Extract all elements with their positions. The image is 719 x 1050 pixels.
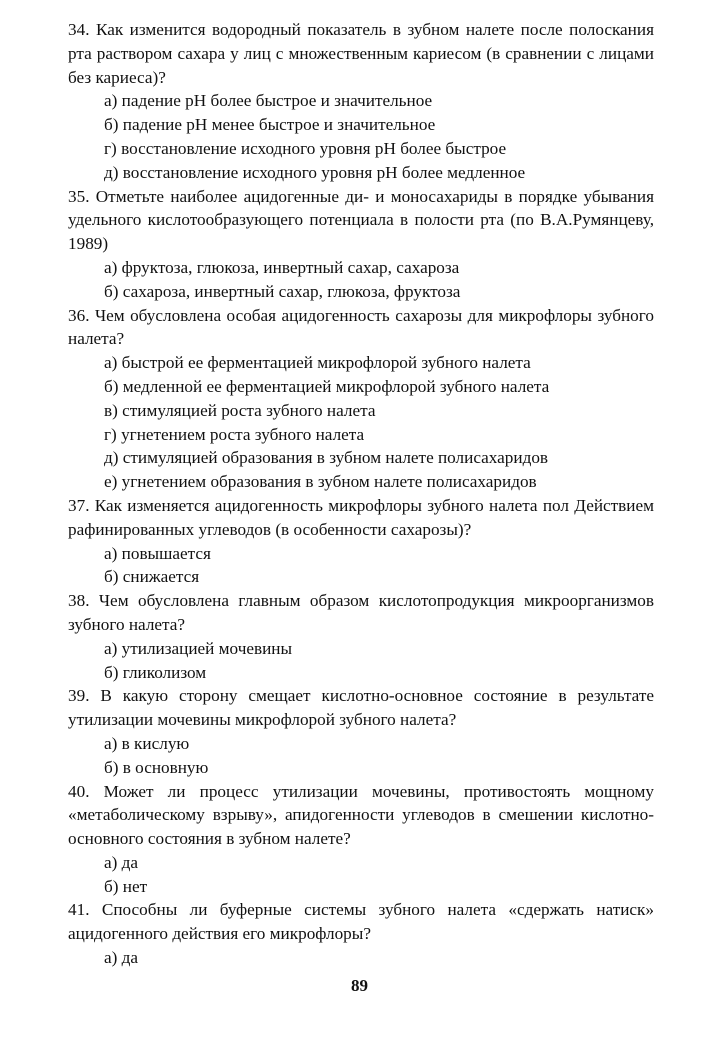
question-text: 41. Способны ли буферные системы зубного налета «сдержать натиск» ацидогенного действия его микрофлоры? [68, 900, 654, 944]
answer-options [68, 351, 654, 494]
question-text: 37. Как изменяется ацидогенность микрофлоры зубного налета пол Действием рафинированных углеводов (в особенности сахарозы)? [68, 495, 654, 539]
question-text: 35. Отметьте наиболее ацидогенные ди- и моносахариды в порядке убывания удельного кислотообразующего потенциала в полости рта (по В.А.Румянцеву, 1989) [68, 186, 654, 254]
answer-option: б) снижается [104, 567, 200, 587]
answer-options [68, 637, 654, 685]
answer-option: а) повышается [104, 543, 211, 563]
answer-option: д) стимуляцией образования в зубном налете полисахаридов [104, 448, 549, 468]
answer-option: а) фруктоза, глюкоза, инвертный сахар, сахароза [104, 257, 460, 277]
question-text: 36. Чем обусловлена особая ацидогенность сахарозы для микрофлоры зубного налета? [68, 305, 654, 349]
question-41 [68, 898, 654, 969]
answer-option: г) восстановление исходного уровня pH более быстрое [104, 138, 507, 158]
answer-option: г) угнетением роста зубного налета [104, 424, 365, 444]
question-text: 40. Может ли процесс утилизации мочевины, противостоять мощному «метаболическому взрыву», апидогенности углеводов в смешении кислотно-основного состояния в зубном налете? [68, 781, 654, 849]
answer-option: в) стимуляцией роста зубного налета [104, 400, 376, 420]
answer-options [68, 946, 654, 970]
page-number: 89 [351, 976, 368, 995]
question-text: 38. Чем обусловлена главным образом кислотопродукция микроорганизмов зубного налета? [68, 591, 654, 634]
answer-options [68, 851, 654, 899]
question-34 [68, 18, 654, 185]
answer-option: б) падение pH менее быстрое и значительное [104, 115, 436, 135]
answer-options [68, 256, 654, 304]
question-38 [68, 589, 654, 684]
answer-option: б) гликолизом [104, 662, 207, 682]
answer-options [68, 732, 654, 780]
question-36 [68, 304, 654, 494]
question-text: 39. В какую сторону смещает кислотно-основное состояние в результате утилизации мочевины микрофлорой зубного налета? [68, 686, 654, 730]
answer-option: а) да [104, 948, 139, 968]
answer-options [68, 542, 654, 590]
question-text: 34. Как изменится водородный показатель в зубном налете после полоскания рта раствором сахара у лиц с множественным кариесом (в сравнении с лицами без кариеса)? [68, 20, 654, 87]
page-body [68, 18, 654, 970]
answer-option: а) в кислую [104, 733, 190, 753]
question-39 [68, 684, 654, 779]
answer-options [68, 89, 654, 184]
answer-option: б) сахароза, инвертный сахар, глюкоза, фруктоза [104, 281, 461, 301]
question-37 [68, 494, 654, 589]
answer-option: б) нет [104, 876, 148, 896]
answer-option: б) в основную [104, 757, 209, 777]
answer-option: д) восстановление исходного уровня pH более медленное [104, 162, 526, 182]
answer-option: а) утилизацией мочевины [104, 638, 293, 658]
question-40 [68, 780, 654, 899]
answer-option: б) медленной ее ферментацией микрофлорой зубного налета [104, 376, 550, 396]
answer-option: а) падение pH более быстрое и значительное [104, 91, 433, 111]
question-35 [68, 185, 654, 304]
answer-option: а) да [104, 852, 139, 872]
answer-option: а) быстрой ее ферментацией микрофлорой зубного налета [104, 353, 531, 373]
answer-option: е) угнетением образования в зубном налете полисахаридов [104, 472, 537, 492]
